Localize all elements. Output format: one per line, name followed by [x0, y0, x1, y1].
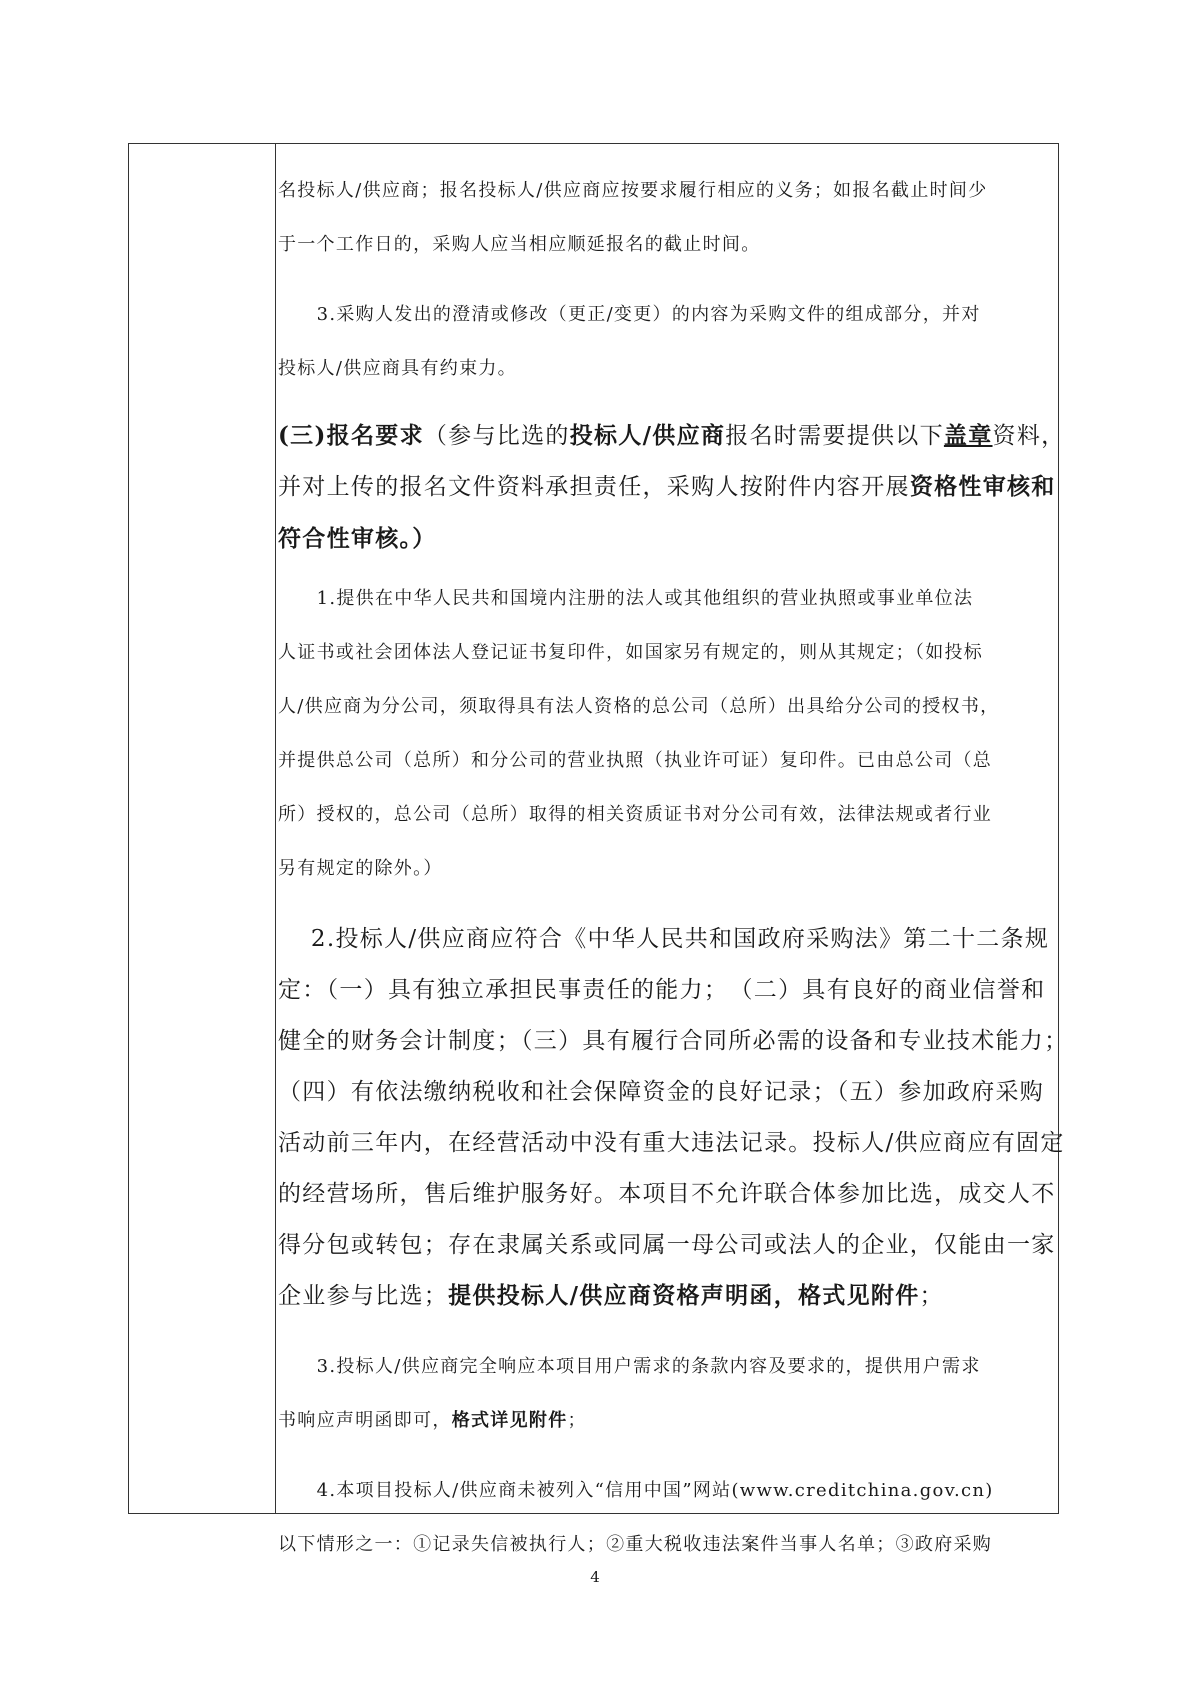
text-line — [278, 746, 1058, 772]
text-line — [278, 1226, 1058, 1259]
text-line — [278, 1175, 1058, 1208]
text-line — [278, 1476, 1058, 1502]
text-line — [278, 584, 1058, 610]
text-line — [278, 692, 1058, 718]
text-line — [278, 1124, 1065, 1157]
text-segment: （参与比选的 — [423, 423, 570, 449]
text-line — [278, 417, 1066, 450]
text-segment: 符合性审核。） — [278, 525, 437, 552]
text-segment: 并对上传的报名文件资料承担责任，采购人按附件内容开展 — [278, 474, 910, 500]
text-segment: ； — [567, 1410, 587, 1431]
text-segment: （四）有依法缴纳税收和社会保障资金的良好记录；（五）参加政府采购 — [278, 1079, 1045, 1105]
text-segment: 并提供总公司（总所）和分公司的营业执照（执业许可证）复印件。已由总公司（总 — [278, 750, 993, 771]
page-number: 4 — [590, 1568, 600, 1586]
text-segment: 以下情形之一：①记录失信被执行人；②重大税收违法案件当事人名单；③政府采购 — [278, 1534, 993, 1555]
text-segment: 投标人/供应商具有约束力。 — [278, 358, 517, 379]
text-line — [278, 520, 1058, 553]
text-segment: 活动前三年内，在经营活动中没有重大违法记录。投标人/供应商应有固定 — [278, 1130, 1065, 1156]
text-segment: 名投标人/供应商；报名投标人/供应商应按要求履行相应的义务；如报名截止时间少 — [278, 180, 988, 201]
text-segment: 报名时需要提供以下 — [725, 423, 944, 449]
text-line — [278, 1022, 1069, 1055]
text-segment: 提供投标人/供应商资格声明函，格式见附件 — [448, 1282, 920, 1309]
text-line — [278, 1073, 1058, 1106]
text-segment: 资格性审核和 — [909, 473, 1056, 500]
text-line — [278, 854, 1058, 880]
text-line — [278, 176, 1058, 202]
text-segment: 健全的财务会计制度；（三）具有履行合同所必需的设备和专业技术能力； — [278, 1028, 1069, 1054]
text-line — [278, 1406, 1058, 1432]
text-segment: 4.本项目投标人/供应商未被列入“信用中国”网站(www.creditchina.gov.cn) — [278, 1480, 994, 1501]
text-line — [278, 300, 1058, 326]
text-segment: 于一个工作日的，采购人应当相应顺延报名的截止时间。 — [278, 234, 761, 255]
text-segment: 人证书或社会团体法人登记证书复印件，如国家另有规定的，则从其规定；（如投标 — [278, 642, 984, 663]
text-segment: 人/供应商为分公司，须取得具有法人资格的总公司（总所）出具给分公司的授权书， — [278, 696, 1000, 717]
text-line — [278, 1530, 1058, 1556]
text-line — [278, 354, 1058, 380]
text-segment: 企业参与比选； — [278, 1283, 449, 1309]
text-line — [278, 1277, 1058, 1310]
text-segment: 2.投标人/供应商应符合《中华人民共和国政府采购法》第二十二条规 — [278, 926, 1050, 952]
text-segment: 投标人/供应商 — [569, 422, 726, 449]
text-segment: 得分包或转包；存在隶属关系或同属一母公司或法人的企业，仅能由一家 — [278, 1232, 1056, 1258]
text-line — [278, 638, 1058, 664]
text-segment: 3.采购人发出的澄清或修改（更正/变更）的内容为采购文件的组成部分，并对 — [278, 304, 981, 325]
text-segment: 定：（一）具有独立承担民事责任的能力； （二）具有良好的商业信誉和 — [278, 977, 1046, 1003]
text-segment: 资料， — [992, 423, 1066, 449]
text-line — [278, 1352, 1058, 1378]
text-segment: (三)报名要求 — [278, 422, 424, 449]
table-left-column — [129, 144, 276, 1513]
text-segment: 1.提供在中华人民共和国境内注册的法人或其他组织的营业执照或事业单位法 — [278, 588, 974, 609]
text-segment: 格式详见附件 — [451, 1410, 568, 1431]
text-segment: ； — [919, 1283, 944, 1309]
text-segment: 所）授权的，总公司（总所）取得的相关资质证书对分公司有效，法律法规或者行业 — [278, 804, 993, 825]
text-segment: 书响应声明函即可， — [278, 1410, 452, 1431]
text-segment: 盖章 — [943, 422, 993, 449]
content-table — [128, 143, 1069, 1555]
text-line — [278, 800, 1058, 826]
text-line — [278, 468, 1058, 501]
text-segment: 的经营场所，售后维护服务好。本项目不允许联合体参加比选，成交人不 — [278, 1181, 1056, 1207]
text-segment: 3.投标人/供应商完全响应本项目用户需求的条款内容及要求的，提供用户需求 — [278, 1356, 981, 1377]
text-segment: 另有规定的除外。） — [278, 858, 443, 879]
text-line — [278, 920, 1058, 953]
text-line — [278, 971, 1058, 1004]
text-line — [278, 230, 1058, 256]
